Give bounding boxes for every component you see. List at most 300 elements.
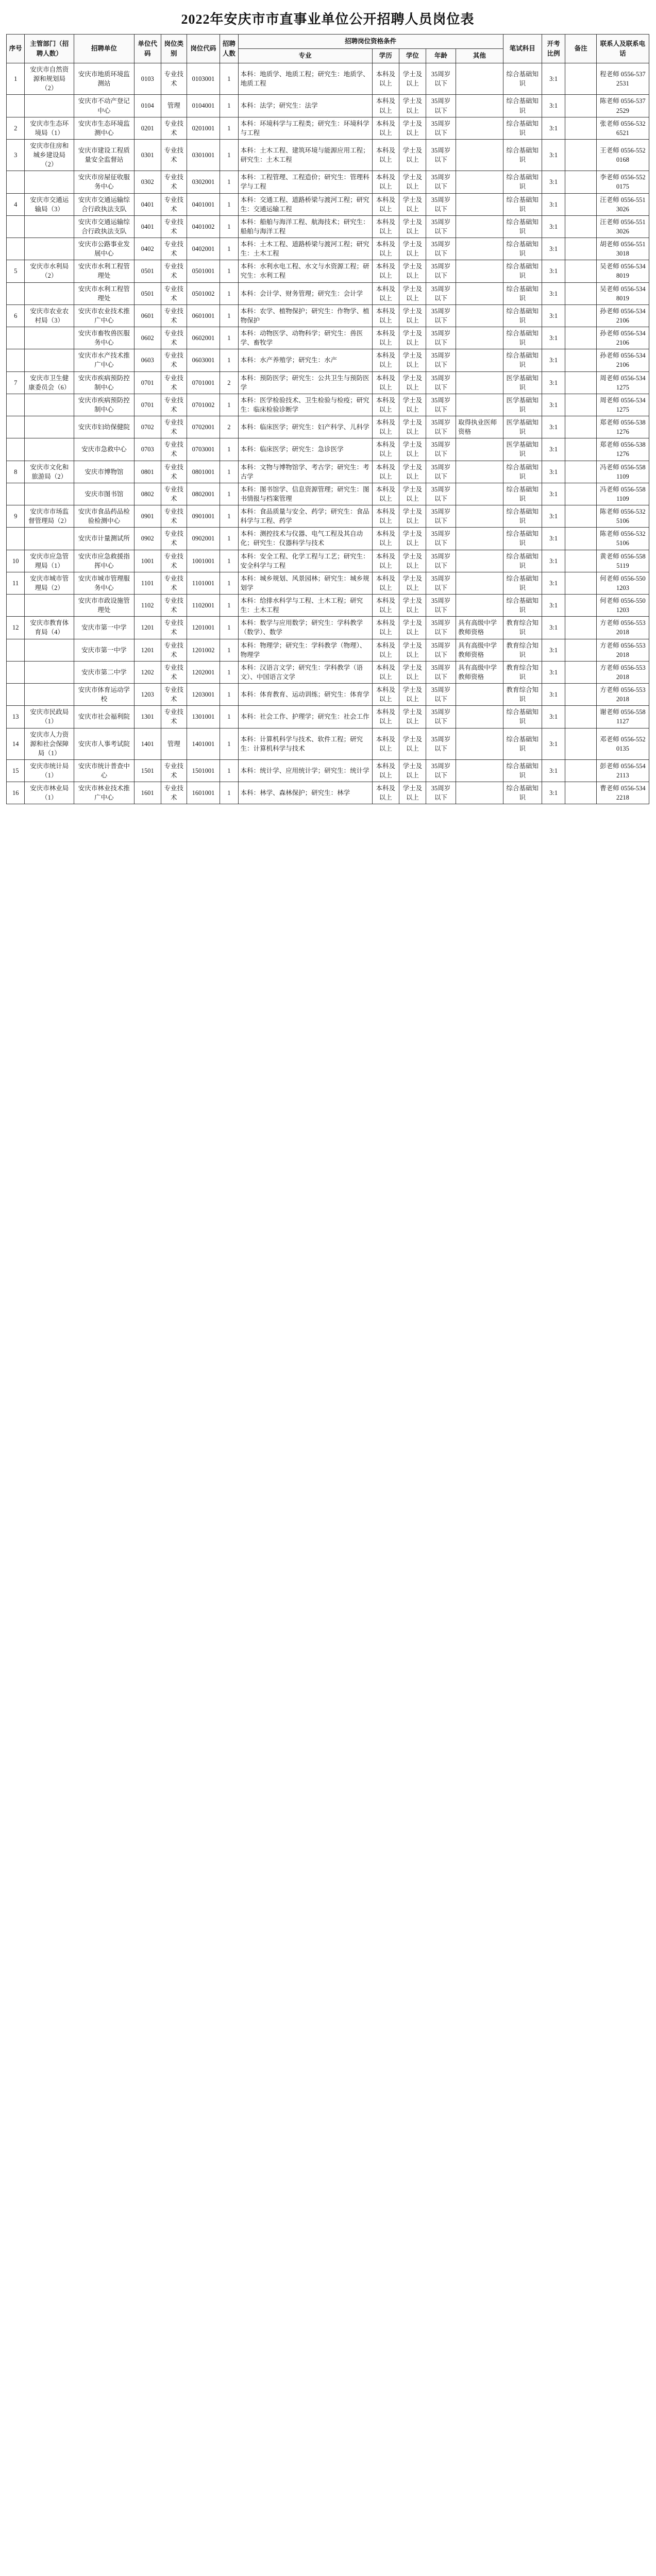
cell-post-type: 专业技术: [161, 171, 187, 193]
table-row: [7, 416, 649, 438]
cell-edu: 本科及以上: [372, 706, 399, 728]
cell-contact: 方老师 0556-5532018: [596, 617, 649, 639]
cell-remark: [565, 528, 596, 550]
cell-exam: 综合基础知识: [503, 461, 542, 483]
cell-dept: [25, 684, 74, 706]
header-other: 其他: [456, 49, 503, 63]
cell-count: 1: [220, 782, 238, 804]
cell-edu: 本科及以上: [372, 528, 399, 550]
cell-major: 本科：数学与应用数学；研究生：学科教学（数学）、数学: [238, 617, 372, 639]
cell-age: 35周岁以下: [426, 416, 456, 438]
cell-contact: 孙老师 0556-5342106: [596, 327, 649, 349]
cell-ratio: 3:1: [542, 483, 565, 505]
cell-remark: [565, 117, 596, 139]
cell-exam: 教育综合知识: [503, 661, 542, 683]
cell-remark: [565, 759, 596, 782]
cell-post-type: 专业技术: [161, 706, 187, 728]
cell-dept: [25, 438, 74, 461]
cell-other: [456, 706, 503, 728]
cell-remark: [565, 238, 596, 260]
cell-other: 取得执业医师资格: [456, 416, 503, 438]
cell-edu: 本科及以上: [372, 95, 399, 117]
cell-exam: 医学基础知识: [503, 394, 542, 416]
cell-unit-code: 1401: [134, 728, 161, 759]
cell-count: 1: [220, 95, 238, 117]
cell-contact: 汪老师 0556-5513026: [596, 215, 649, 238]
cell-seq: [7, 215, 25, 238]
cell-major: 本科：统计学、应用统计学；研究生：统计学: [238, 759, 372, 782]
page-title: 2022年安庆市市直事业单位公开招聘人员岗位表: [181, 12, 475, 27]
cell-exam: 综合基础知识: [503, 171, 542, 193]
cell-unit-code: 1601: [134, 782, 161, 804]
cell-degree: 学士及以上: [399, 759, 426, 782]
cell-edu: 本科及以上: [372, 438, 399, 461]
header-post-type: 岗位类别: [161, 35, 187, 63]
cell-ratio: 3:1: [542, 215, 565, 238]
cell-dept: [25, 394, 74, 416]
cell-seq: 14: [7, 728, 25, 759]
cell-major: 本科：城乡规划、风景园林；研究生：城乡规划学: [238, 572, 372, 594]
cell-edu: 本科及以上: [372, 661, 399, 683]
cell-unit-code: 0603: [134, 349, 161, 371]
header-dept: 主管部门（招聘人数）: [25, 35, 74, 63]
cell-post-type: 专业技术: [161, 394, 187, 416]
cell-exam: 综合基础知识: [503, 505, 542, 528]
table-row: [7, 139, 649, 171]
cell-post-code: 0802001: [187, 483, 220, 505]
cell-degree: 学士及以上: [399, 327, 426, 349]
cell-degree: 学士及以上: [399, 117, 426, 139]
cell-degree: 学士及以上: [399, 728, 426, 759]
cell-exam: 综合基础知识: [503, 215, 542, 238]
cell-degree: 学士及以上: [399, 394, 426, 416]
cell-remark: [565, 706, 596, 728]
cell-other: [456, 572, 503, 594]
cell-dept: [25, 661, 74, 683]
cell-unit-code: 0602: [134, 327, 161, 349]
job-table: [6, 34, 649, 804]
cell-exam: 综合基础知识: [503, 706, 542, 728]
cell-remark: [565, 327, 596, 349]
cell-unit: 安庆市博物馆: [74, 461, 134, 483]
cell-unit-code: 1001: [134, 550, 161, 572]
cell-unit-code: 0703: [134, 438, 161, 461]
cell-other: [456, 238, 503, 260]
cell-ratio: 3:1: [542, 193, 565, 215]
cell-other: 具有高级中学教师资格: [456, 639, 503, 661]
cell-unit-code: 0902: [134, 528, 161, 550]
cell-contact: 邓老师 0556-5520135: [596, 728, 649, 759]
cell-other: [456, 461, 503, 483]
cell-dept: 安庆市住房和城乡建设局（2）: [25, 139, 74, 171]
cell-seq: 8: [7, 461, 25, 483]
cell-count: 1: [220, 349, 238, 371]
cell-edu: 本科及以上: [372, 238, 399, 260]
cell-remark: [565, 782, 596, 804]
cell-other: [456, 282, 503, 304]
cell-edu: 本科及以上: [372, 193, 399, 215]
cell-age: 35周岁以下: [426, 505, 456, 528]
header-degree: 学位: [399, 49, 426, 63]
cell-edu: 本科及以上: [372, 550, 399, 572]
cell-age: 35周岁以下: [426, 483, 456, 505]
cell-seq: [7, 416, 25, 438]
cell-exam: 综合基础知识: [503, 304, 542, 327]
cell-age: 35周岁以下: [426, 304, 456, 327]
cell-post-type: 专业技术: [161, 505, 187, 528]
cell-age: 35周岁以下: [426, 193, 456, 215]
cell-remark: [565, 63, 596, 95]
cell-count: 1: [220, 282, 238, 304]
cell-exam: 医学基础知识: [503, 371, 542, 394]
cell-seq: 7: [7, 371, 25, 394]
cell-ratio: 3:1: [542, 349, 565, 371]
cell-post-code: 1102001: [187, 595, 220, 617]
cell-unit: 安庆市水产技术推广中心: [74, 349, 134, 371]
cell-degree: 学士及以上: [399, 461, 426, 483]
header-conditions: 招聘岗位资格条件: [238, 35, 503, 49]
cell-exam: 综合基础知识: [503, 483, 542, 505]
cell-major: 本科：土木工程、道路桥梁与渡河工程；研究生：土木工程: [238, 238, 372, 260]
cell-degree: 学士及以上: [399, 95, 426, 117]
cell-other: [456, 438, 503, 461]
cell-edu: 本科及以上: [372, 349, 399, 371]
cell-unit-code: 1501: [134, 759, 161, 782]
table-row: [7, 684, 649, 706]
cell-unit: 安庆市水利工程管理处: [74, 282, 134, 304]
cell-major: 本科：动物医学、动物科学；研究生：兽医学、畜牧学: [238, 327, 372, 349]
cell-age: 35周岁以下: [426, 461, 456, 483]
cell-contact: 陈老师 0556-5325106: [596, 528, 649, 550]
cell-edu: 本科及以上: [372, 416, 399, 438]
cell-contact: 孙老师 0556-5342106: [596, 349, 649, 371]
cell-exam: 医学基础知识: [503, 416, 542, 438]
cell-post-type: 专业技术: [161, 528, 187, 550]
cell-post-type: 专业技术: [161, 416, 187, 438]
cell-age: 35周岁以下: [426, 371, 456, 394]
cell-exam: 综合基础知识: [503, 260, 542, 282]
cell-count: 1: [220, 639, 238, 661]
cell-exam: 教育综合知识: [503, 684, 542, 706]
cell-exam: 综合基础知识: [503, 95, 542, 117]
cell-count: 1: [220, 238, 238, 260]
cell-edu: 本科及以上: [372, 63, 399, 95]
cell-edu: 本科及以上: [372, 782, 399, 804]
cell-seq: 3: [7, 139, 25, 171]
cell-edu: 本科及以上: [372, 483, 399, 505]
cell-ratio: 3:1: [542, 416, 565, 438]
cell-post-code: 1202001: [187, 661, 220, 683]
cell-contact: 黄老师 0556-5585119: [596, 550, 649, 572]
cell-ratio: 3:1: [542, 572, 565, 594]
cell-post-type: 专业技术: [161, 260, 187, 282]
cell-seq: [7, 684, 25, 706]
cell-ratio: 3:1: [542, 759, 565, 782]
cell-post-type: 专业技术: [161, 759, 187, 782]
table-row: [7, 728, 649, 759]
cell-count: 1: [220, 193, 238, 215]
cell-age: 35周岁以下: [426, 171, 456, 193]
cell-post-code: 1203001: [187, 684, 220, 706]
cell-unit: 安庆市第一中学: [74, 617, 134, 639]
cell-ratio: 3:1: [542, 260, 565, 282]
cell-edu: 本科及以上: [372, 759, 399, 782]
cell-unit: 安庆市统计普查中心: [74, 759, 134, 782]
table-row: [7, 193, 649, 215]
cell-unit-code: 0402: [134, 238, 161, 260]
cell-seq: [7, 349, 25, 371]
cell-post-code: 1501001: [187, 759, 220, 782]
table-row: [7, 260, 649, 282]
cell-remark: [565, 349, 596, 371]
cell-seq: 4: [7, 193, 25, 215]
cell-major: 本科：社会工作、护理学；研究生：社会工作: [238, 706, 372, 728]
cell-post-type: 专业技术: [161, 327, 187, 349]
cell-dept: 安庆市文化和旅游局（2）: [25, 461, 74, 483]
cell-unit: 安庆市水利工程管理处: [74, 260, 134, 282]
header-row-group: [7, 35, 649, 49]
cell-seq: 12: [7, 617, 25, 639]
cell-unit-code: 0702: [134, 416, 161, 438]
cell-edu: 本科及以上: [372, 282, 399, 304]
cell-exam: 综合基础知识: [503, 63, 542, 95]
cell-dept: [25, 595, 74, 617]
cell-post-type: 专业技术: [161, 550, 187, 572]
cell-unit-code: 0901: [134, 505, 161, 528]
cell-other: [456, 528, 503, 550]
cell-age: 35周岁以下: [426, 639, 456, 661]
cell-contact: 陈老师 0556-5325106: [596, 505, 649, 528]
cell-unit-code: 0701: [134, 371, 161, 394]
cell-dept: 安庆市民政局（1）: [25, 706, 74, 728]
cell-dept: [25, 416, 74, 438]
cell-remark: [565, 304, 596, 327]
cell-contact: 程老师 0556-5372531: [596, 63, 649, 95]
cell-remark: [565, 483, 596, 505]
cell-seq: [7, 95, 25, 117]
cell-ratio: 3:1: [542, 684, 565, 706]
cell-remark: [565, 371, 596, 394]
cell-seq: [7, 528, 25, 550]
cell-other: 具有高级中学教师资格: [456, 617, 503, 639]
cell-contact: 彭老师 0556-5542113: [596, 759, 649, 782]
cell-unit-code: 0201: [134, 117, 161, 139]
cell-other: [456, 371, 503, 394]
cell-major: 本科：食品质量与安全、药学；研究生：食品科学与工程、药学: [238, 505, 372, 528]
table-row: [7, 215, 649, 238]
cell-major: 本科：临床医学；研究生：妇产科学、儿科学: [238, 416, 372, 438]
cell-major: 本科：法学；研究生：法学: [238, 95, 372, 117]
cell-ratio: 3:1: [542, 639, 565, 661]
cell-dept: 安庆市生态环境局（1）: [25, 117, 74, 139]
cell-post-code: 0301001: [187, 139, 220, 171]
cell-dept: [25, 327, 74, 349]
cell-exam: 综合基础知识: [503, 193, 542, 215]
header-post-code: 岗位代码: [187, 35, 220, 63]
cell-unit: 安庆市地质环境监测站: [74, 63, 134, 95]
cell-exam: 综合基础知识: [503, 550, 542, 572]
cell-age: 35周岁以下: [426, 349, 456, 371]
cell-unit-code: 1202: [134, 661, 161, 683]
cell-seq: 11: [7, 572, 25, 594]
cell-unit-code: 0701: [134, 394, 161, 416]
cell-contact: 郑老师 0556-5381276: [596, 416, 649, 438]
cell-dept: 安庆市林业局（1）: [25, 782, 74, 804]
cell-contact: 汪老师 0556-5513026: [596, 193, 649, 215]
cell-seq: [7, 238, 25, 260]
cell-remark: [565, 95, 596, 117]
table-row: [7, 782, 649, 804]
cell-count: 1: [220, 483, 238, 505]
cell-post-type: 专业技术: [161, 117, 187, 139]
cell-count: 1: [220, 327, 238, 349]
cell-post-type: 专业技术: [161, 349, 187, 371]
cell-post-type: 管理: [161, 95, 187, 117]
cell-other: [456, 394, 503, 416]
cell-exam: 综合基础知识: [503, 728, 542, 759]
cell-exam: 综合基础知识: [503, 572, 542, 594]
cell-seq: [7, 394, 25, 416]
cell-post-code: 1601001: [187, 782, 220, 804]
cell-major: 本科：船舶与海洋工程、航海技术；研究生：船舶与海洋工程: [238, 215, 372, 238]
cell-unit: 安庆市图书馆: [74, 483, 134, 505]
cell-dept: [25, 95, 74, 117]
cell-dept: [25, 483, 74, 505]
cell-seq: [7, 282, 25, 304]
cell-seq: 15: [7, 759, 25, 782]
cell-other: [456, 95, 503, 117]
cell-dept: 安庆市统计局（1）: [25, 759, 74, 782]
table-row: [7, 505, 649, 528]
cell-count: 1: [220, 684, 238, 706]
cell-contact: 方老师 0556-5532018: [596, 661, 649, 683]
cell-other: [456, 349, 503, 371]
cell-other: [456, 595, 503, 617]
cell-age: 35周岁以下: [426, 572, 456, 594]
cell-unit-code: 0501: [134, 260, 161, 282]
cell-other: [456, 505, 503, 528]
cell-post-type: 专业技术: [161, 304, 187, 327]
cell-remark: [565, 260, 596, 282]
cell-count: 1: [220, 706, 238, 728]
cell-count: 1: [220, 572, 238, 594]
table-row: [7, 349, 649, 371]
cell-unit: 安庆市计量测试所: [74, 528, 134, 550]
cell-major: 本科：水产养殖学；研究生：水产: [238, 349, 372, 371]
cell-edu: 本科及以上: [372, 327, 399, 349]
cell-degree: 学士及以上: [399, 438, 426, 461]
cell-seq: [7, 483, 25, 505]
cell-seq: [7, 639, 25, 661]
cell-dept: 安庆市应急管理局（1）: [25, 550, 74, 572]
cell-degree: 学士及以上: [399, 304, 426, 327]
cell-unit: 安庆市应急救援指挥中心: [74, 550, 134, 572]
table-body: [7, 63, 649, 804]
cell-edu: 本科及以上: [372, 117, 399, 139]
cell-count: 2: [220, 371, 238, 394]
cell-contact: 吴老师 0556-5348019: [596, 260, 649, 282]
cell-post-code: 0601001: [187, 304, 220, 327]
cell-remark: [565, 661, 596, 683]
cell-unit: 安庆市疾病预防控制中心: [74, 371, 134, 394]
cell-age: 35周岁以下: [426, 661, 456, 683]
cell-post-type: 管理: [161, 728, 187, 759]
cell-degree: 学士及以上: [399, 528, 426, 550]
cell-age: 35周岁以下: [426, 238, 456, 260]
cell-count: 1: [220, 304, 238, 327]
cell-dept: [25, 349, 74, 371]
header-unit: 招聘单位: [74, 35, 134, 63]
cell-edu: 本科及以上: [372, 639, 399, 661]
cell-degree: 学士及以上: [399, 171, 426, 193]
table-row: [7, 483, 649, 505]
cell-unit: 安庆市妇幼保健院: [74, 416, 134, 438]
table-row: [7, 759, 649, 782]
cell-post-type: 专业技术: [161, 139, 187, 171]
cell-count: 1: [220, 215, 238, 238]
cell-age: 35周岁以下: [426, 550, 456, 572]
cell-age: 35周岁以下: [426, 706, 456, 728]
cell-ratio: 3:1: [542, 304, 565, 327]
cell-unit-code: 0401: [134, 193, 161, 215]
cell-count: 1: [220, 260, 238, 282]
table-row: [7, 617, 649, 639]
cell-post-code: 1201001: [187, 617, 220, 639]
cell-count: 1: [220, 63, 238, 95]
cell-edu: 本科及以上: [372, 260, 399, 282]
cell-post-type: 专业技术: [161, 639, 187, 661]
table-row: [7, 461, 649, 483]
cell-edu: 本科及以上: [372, 215, 399, 238]
cell-contact: 周老师 0556-5341275: [596, 371, 649, 394]
cell-post-code: 0701001: [187, 371, 220, 394]
cell-exam: 综合基础知识: [503, 349, 542, 371]
cell-age: 35周岁以下: [426, 617, 456, 639]
cell-post-code: 0702001: [187, 416, 220, 438]
cell-ratio: 3:1: [542, 171, 565, 193]
table-row: [7, 238, 649, 260]
cell-age: 35周岁以下: [426, 528, 456, 550]
table-row: [7, 171, 649, 193]
cell-count: 1: [220, 438, 238, 461]
cell-major: 本科：临床医学；研究生：急诊医学: [238, 438, 372, 461]
cell-ratio: 3:1: [542, 63, 565, 95]
cell-seq: 16: [7, 782, 25, 804]
cell-seq: [7, 595, 25, 617]
cell-post-code: 0603001: [187, 349, 220, 371]
cell-post-code: 0103001: [187, 63, 220, 95]
cell-unit: 安庆市交通运输综合行政执法支队: [74, 215, 134, 238]
cell-contact: 何老师 0556-5501203: [596, 572, 649, 594]
cell-unit-code: 1101: [134, 572, 161, 594]
cell-degree: 学士及以上: [399, 371, 426, 394]
cell-unit-code: 0601: [134, 304, 161, 327]
cell-major: 本科：安全工程、化学工程与工艺；研究生：安全科学与工程: [238, 550, 372, 572]
cell-ratio: 3:1: [542, 139, 565, 171]
cell-dept: 安庆市交通运输局（3）: [25, 193, 74, 215]
cell-degree: 学士及以上: [399, 139, 426, 171]
cell-remark: [565, 595, 596, 617]
cell-post-type: 专业技术: [161, 282, 187, 304]
cell-post-type: 专业技术: [161, 438, 187, 461]
cell-remark: [565, 416, 596, 438]
cell-degree: 学士及以上: [399, 661, 426, 683]
table-row: [7, 438, 649, 461]
cell-unit: 安庆市社会福利院: [74, 706, 134, 728]
cell-other: [456, 171, 503, 193]
cell-seq: 1: [7, 63, 25, 95]
cell-age: 35周岁以下: [426, 684, 456, 706]
